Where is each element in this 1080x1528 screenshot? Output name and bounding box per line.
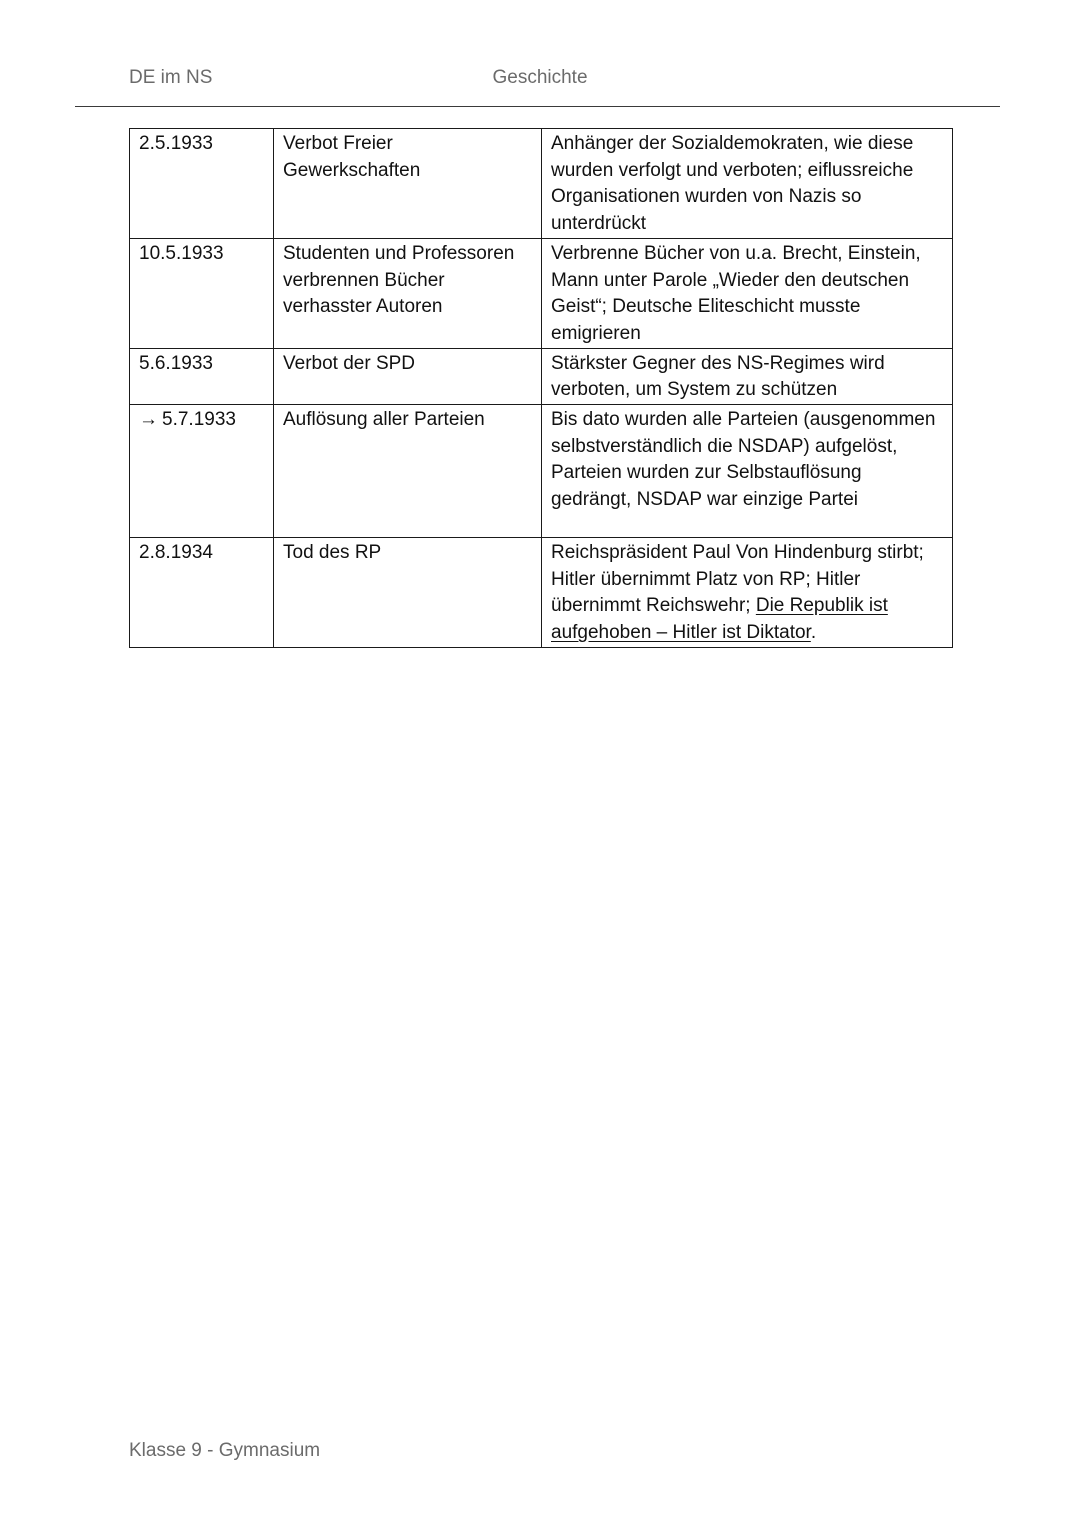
date-text: 5.7.1933 (162, 409, 236, 431)
description-end: . (810, 622, 817, 644)
date-cell: 5.6.1933 (130, 348, 274, 404)
table-row (130, 238, 953, 348)
description-cell: Verbrenne Bücher von u.a. Brecht, Einstein, Mann unter Parole „Wieder den deutschen Geist“; Deutsche Eliteschicht musste emigrieren (542, 238, 953, 348)
header-subject: Geschichte (492, 67, 588, 88)
table-row (130, 405, 953, 538)
description-cell (542, 538, 953, 648)
date-cell: 10.5.1933 (130, 238, 274, 348)
arrow-right-icon: → (139, 409, 158, 431)
date-cell: 2.5.1933 (130, 129, 274, 239)
description-cell: Anhänger der Sozialdemokraten, wie diese wurden verfolgt und verboten; eiflussreiche Organisationen wurden von Nazis so unterdrückt (542, 129, 953, 239)
description-cell: Bis dato wurden alle Parteien (ausgenommen selbstverständlich die NSDAP) aufgelöst, Parteien wurden zur Selbstauflösung gedrängt, NSDAP war einzige Partei (542, 405, 953, 538)
event-cell: Tod des RP (274, 538, 542, 648)
description-cell: Stärkster Gegner des NS-Regimes wird verboten, um System zu schützen (542, 348, 953, 404)
event-cell: Verbot der SPD (274, 348, 542, 404)
event-cell: Verbot Freier Gewerkschaften (274, 129, 542, 239)
table-row (130, 129, 953, 239)
description-emphasis: Die Republik ist aufgehoben – Hitler ist Diktator (551, 595, 888, 644)
table-row (130, 348, 953, 404)
event-cell: Auflösung aller Parteien (274, 405, 542, 538)
page-header (0, 0, 1080, 108)
date-cell (130, 405, 274, 538)
event-cell: Studenten und Professoren verbrennen Bücher verhasster Autoren (274, 238, 542, 348)
header-topic: DE im NS (129, 67, 213, 88)
header-divider (75, 106, 1000, 107)
table-row (130, 538, 953, 648)
description-text: Reichspräsident Paul Von Hindenburg stirbt; Hitler übernimmt Platz von RP; Hitler übernimmt Reichswehr; (551, 542, 924, 617)
timeline-table (129, 128, 953, 648)
page-footer: Klasse 9 - Gymnasium (129, 1440, 321, 1461)
date-cell: 2.8.1934 (130, 538, 274, 648)
